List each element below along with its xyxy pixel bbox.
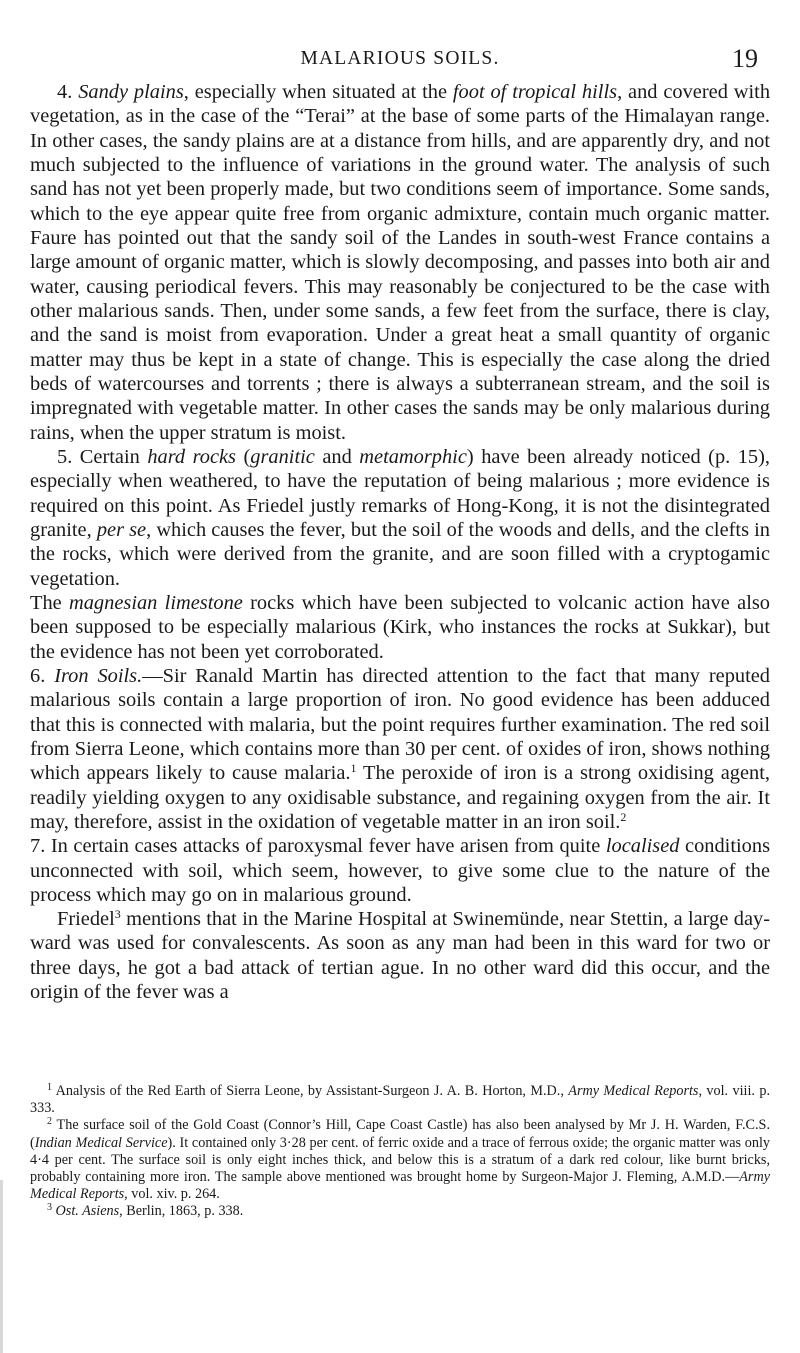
italic-run: granitic bbox=[250, 445, 315, 468]
text-run: rocks which have been subjected to volcanic action have also been supposed to be especially malarious (Kirk, who instances the rocks at Sukkar), but the evidence has not been yet corroborated. bbox=[30, 591, 770, 663]
footnote-mark: 2 bbox=[47, 1116, 52, 1128]
text-run: The peroxide of iron is a strong oxidising agent, readily yielding oxygen to any oxidisable substance, and regaining oxygen from the air. It may, therefore, assist in the oxidation of vegetable matter in an iron soil. bbox=[30, 762, 770, 833]
footnote-3 bbox=[30, 1203, 770, 1220]
italic-run: metamorphic bbox=[359, 445, 467, 468]
text-run: Friedel bbox=[57, 908, 115, 931]
text-run: In certain cases attacks of paroxysmal fever have arisen from quite bbox=[45, 835, 606, 858]
section-number: 5. bbox=[57, 445, 73, 468]
section-number: 7. bbox=[30, 835, 46, 858]
italic-run: foot of tropical hills bbox=[452, 81, 618, 103]
page-number: 19 bbox=[732, 44, 758, 73]
italic-run: Indian Medical Service bbox=[34, 1134, 168, 1151]
italic-run: Ost. Asiens bbox=[55, 1203, 120, 1220]
paragraph-hard-rocks bbox=[30, 445, 770, 591]
footnote-1 bbox=[30, 1083, 770, 1117]
paragraph-localised-conditions bbox=[30, 834, 770, 907]
text-run: ( bbox=[235, 445, 251, 468]
page-header bbox=[0, 44, 800, 74]
text-run: , vol. viii. p. 333. bbox=[30, 1083, 770, 1117]
text-run: The bbox=[30, 591, 70, 614]
italic-run: magnesian limestone bbox=[69, 591, 243, 614]
italic-run: Army Medical Reports bbox=[30, 1169, 770, 1203]
footnote-reference: 1 bbox=[350, 761, 357, 776]
footnote-2 bbox=[30, 1117, 770, 1203]
text-run: —Sir Ranald Martin has directed attention to the fact that many reputed malarious soils contain a large proportion of iron. No good evidence has been adduced that this is connected with malaria, but the point requires further examination. The red soil from Sierra Leone, which contains more than 30 per cent. of oxides of iron, shows nothing which appears likely to cause malaria. bbox=[30, 664, 770, 785]
italic-run: localised bbox=[605, 835, 680, 858]
footnote-reference: 3 bbox=[114, 907, 121, 922]
paragraph-friedel bbox=[30, 907, 770, 1004]
section-number: 4. bbox=[57, 81, 73, 103]
text-run: Analysis of the Red Earth of Sierra Leone, by Assistant-Surgeon J. A. B. Horton, M.D., bbox=[52, 1083, 569, 1099]
footnote-mark: 1 bbox=[47, 1082, 52, 1093]
italic-run: per se bbox=[96, 518, 147, 541]
paragraph-sandy-plains bbox=[30, 80, 770, 445]
text-run: mentions that in the Marine Hospital at Swinemünde, near Stettin, a large day-ward was used for convalescents. As soon as any man had been in this ward for two or three days, he got a bad attack of tertian ague. In no other ward did this occur, and the origin of the fever was a bbox=[30, 908, 770, 1004]
italic-run: Army Medical Reports bbox=[568, 1083, 699, 1099]
italic-run: hard rocks bbox=[147, 445, 236, 468]
section-title: Iron Soils. bbox=[54, 664, 143, 687]
text-run: ). It contained only 3·28 per cent. of ferric oxide and a trace of ferrous oxide; the organic matter was only 4·4 per cent. The surface soil is only eight inches thick, and below this is a stratum of a dark red colour, like burnt bricks, probably containing more iron. The sample above mentioned was brought home by Surgeon-Major J. Fleming, A.M.D.— bbox=[30, 1134, 770, 1186]
text-run: and bbox=[314, 445, 360, 468]
text-run: , which causes the fever, but the soil of the woods and dells, and the clefts in the rocks, which were derived from the granite, and are soon filled with a cryptogamic vegetation. bbox=[30, 518, 771, 590]
text-run: , Berlin, 1863, p. 338. bbox=[119, 1203, 244, 1220]
footnotes bbox=[30, 1083, 770, 1221]
text-run: , vol. xiv. p. 264. bbox=[124, 1186, 220, 1203]
body-text bbox=[30, 80, 770, 1004]
text-run: , and covered with vegetation, as in the case of the “Terai” at the base of some parts of the Himalayan range. In other cases, the sandy plains are at a distance from hills, and are apparently dry, and not much subjected to the influence of variations in the ground water. The analysis of such sand has not yet been properly made, but two conditions seem of importance. Some sands, which to the eye appear quite free from organic admixture, contain much organic matter. Faure has pointed out that the sandy soil of the Landes in south-west France contains a large amount of organic matter, which is slowly decomposing, and passes into both air and water, causing periodical fevers. This may reasonably be conjectured to be the case with other malarious sands. Then, under some sands, a few feet from the surface, there is clay, and the sand is moist from evaporation. Under a great heat a small quantity of organic matter may thus be kept in a state of change. This is especially the case along the dried beds of watercourses and torrents ; there is always a subterranean stream, and the soil is impregnated with vegetable matter. In other cases the sands may be only malarious during rains, when the upper stratum is moist. bbox=[30, 81, 771, 444]
running-title: MALARIOUS SOILS. bbox=[300, 48, 500, 69]
text-run: conditions unconnected with soil, which seem, however, to give some clue to the nature of the process which may go on in malarious ground. bbox=[30, 835, 770, 906]
footnote-reference: 2 bbox=[620, 809, 627, 824]
paragraph-iron-soils bbox=[30, 664, 770, 834]
section-number: 6. bbox=[30, 664, 46, 687]
scan-edge-shadow bbox=[0, 1180, 3, 1353]
footnote-mark: 3 bbox=[47, 1202, 52, 1214]
text-run: , especially when situated at the bbox=[183, 81, 453, 103]
text-run: Certain bbox=[72, 445, 148, 468]
section-title: Sandy plains bbox=[78, 81, 184, 103]
text-run: ) have been already noticed (p. 15), especially when weathered, to have the reputation of being malarious ; more evidence is required on this point. As Friedel justly remarks of Hong-Kong, it is not the disintegrated granite, bbox=[30, 445, 771, 541]
paragraph-magnesian-limestone bbox=[30, 591, 770, 664]
text-run: The surface soil of the Gold Coast (Connor’s Hill, Cape Coast Castle) has also been analysed by Mr J. H. Warden, F.C.S. ( bbox=[30, 1117, 770, 1151]
